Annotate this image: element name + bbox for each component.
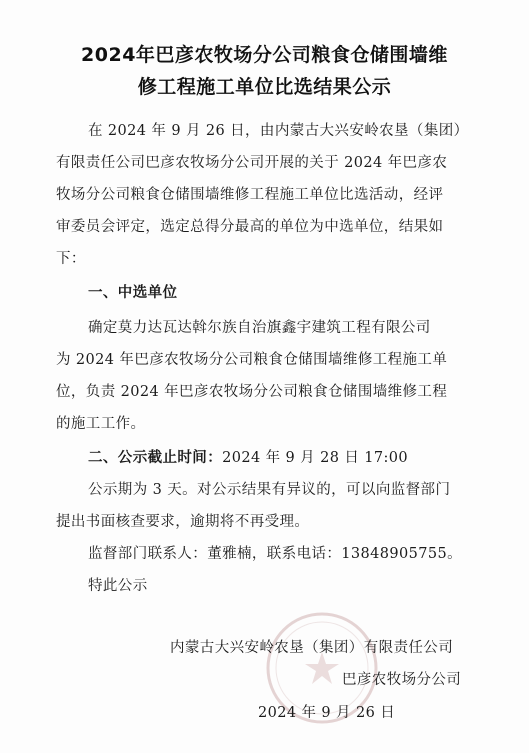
intro-line-4: 审委员会评定，选定总得分最高的单位为中选单位，结果如 <box>56 219 444 235</box>
signature-org-line-1: 内蒙古大兴安岭农垦（集团）有限责任公司 <box>170 640 454 656</box>
deadline-value: 2024 年 9 月 28 日 17:00 <box>222 450 409 466</box>
document-title-line-1: 2024年巴彦农牧场分公司粮食仓储围墙维 <box>81 44 448 66</box>
winner-line-1: 确定莫力达瓦达斡尔族自治旗鑫宇建筑工程有限公司 <box>88 320 431 336</box>
deadline-line <box>88 446 408 467</box>
notice-line-2: 提出书面核查要求，逾期将不再受理。 <box>56 514 310 530</box>
signature-org-line-2: 巴彦农牧场分公司 <box>342 672 462 688</box>
intro-line-1: 在 2024 年 9 月 26 日，由内蒙古大兴安岭农垦（集团） <box>88 123 469 139</box>
closing-text: 特此公示 <box>88 578 148 594</box>
intro-line-3: 牧场分公司粮食仓储围墙维修工程施工单位比选活动，经评 <box>56 187 444 203</box>
intro-line-5: 下： <box>56 251 86 267</box>
notice-line-1: 公示期为 3 天。对公示结果有异议的，可以向监督部门 <box>88 482 451 498</box>
signature-date: 2024 年 9 月 26 日 <box>258 705 396 721</box>
winner-line-3: 位，负责 2024 年巴彦农牧场分公司粮食仓储围墙维修工程 <box>56 384 448 400</box>
section-heading-deadline: 二、公示截止时间： <box>88 450 223 466</box>
winner-line-4: 的施工工作。 <box>56 416 146 432</box>
contact-line: 监督部门联系人：董雅楠，联系电话：13848905755。 <box>88 546 463 562</box>
winner-line-2: 为 2024 年巴彦农牧场分公司粮食仓储围墙维修工程施工单 <box>56 352 448 368</box>
document-title-line-2: 修工程施工单位比选结果公示 <box>137 76 392 98</box>
intro-line-2: 有限责任公司巴彦农牧场分公司开展的关于 2024 年巴彦农 <box>56 155 448 171</box>
section-heading-winner: 一、中选单位 <box>88 285 178 301</box>
